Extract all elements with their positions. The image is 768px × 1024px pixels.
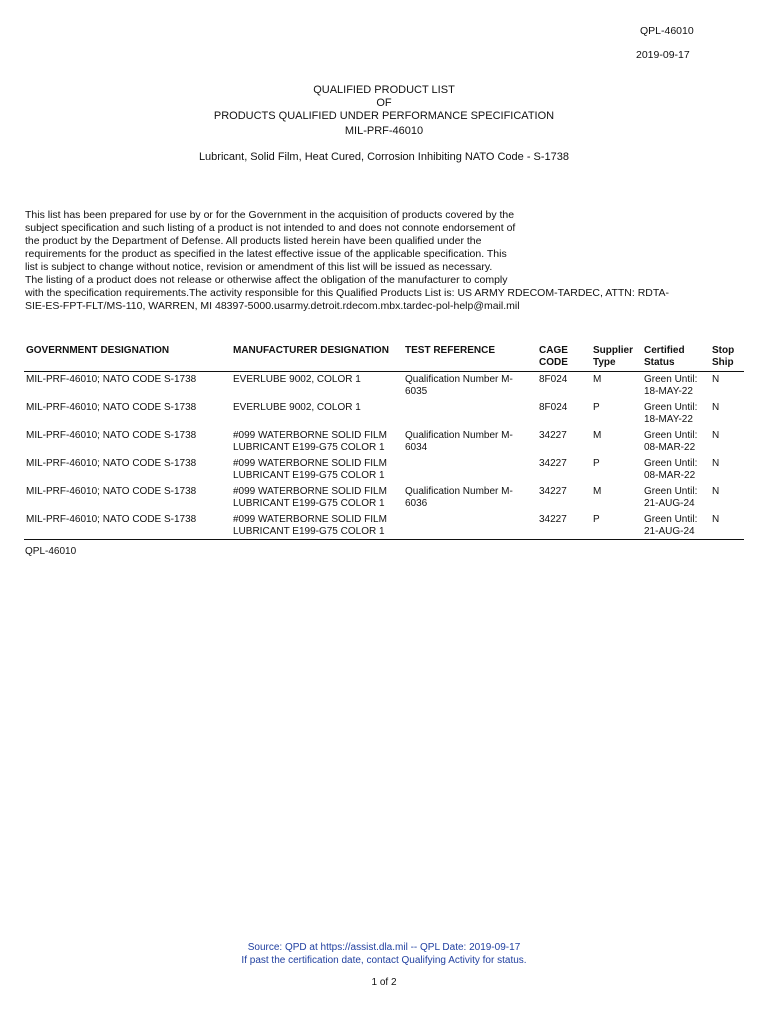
cell-government-designation: MIL-PRF-46010; NATO CODE S-1738: [26, 514, 197, 525]
cell-test-reference: [403, 456, 537, 484]
intro-line: SIE-ES-FPT-FLT/MS-110, WARREN, MI 48397-5000.usarmy.detroit.rdecom.mbx.tardec-pol-help@mail.mil: [25, 300, 520, 312]
cell-certified-status: Green Until: 21-AUG-24: [644, 486, 698, 509]
cell-cage-code: 34227: [539, 514, 567, 525]
col-header-stop-ship: Stop Ship: [712, 345, 735, 368]
source-line: Source: QPD at https://assist.dla.mil -- QPL Date: 2019-09-17: [247, 942, 521, 953]
cell-government-designation: MIL-PRF-46010; NATO CODE S-1738: [26, 402, 197, 413]
cell-manufacturer-designation: EVERLUBE 9002, COLOR 1: [233, 402, 361, 413]
cell-stop-ship: N: [712, 514, 720, 525]
cell-certified-status: Green Until: 08-MAR-22: [644, 430, 698, 453]
cell-test-reference: Qualification Number M- 6036: [405, 486, 513, 509]
cell-test-reference: [403, 400, 537, 428]
document-title: [0, 84, 768, 138]
status-note: If past the certification date, contact Qualifying Activity for status.: [241, 955, 527, 966]
intro-line: with the specification requirements.The activity responsible for this Qualified Products List is: US ARMY RDECOM-TARDEC, ATTN: RDTA-: [25, 287, 670, 299]
col-header-cage-code: CAGE CODE: [539, 345, 568, 368]
col-header-manufacturer-designation: MANUFACTURER DESIGNATION: [233, 345, 389, 356]
col-header-government-designation: GOVERNMENT DESIGNATION: [26, 345, 170, 356]
intro-line: The listing of a product does not release or otherwise affect the obligation of the manufacturer to comply: [25, 274, 508, 286]
cell-stop-ship: N: [712, 486, 720, 497]
table-row: [24, 456, 744, 484]
intro-line: list is subject to change without notice, revision or amendment of this list will be issued as necessary.: [25, 261, 493, 273]
cell-supplier-type: P: [593, 514, 600, 525]
cell-cage-code: 34227: [539, 458, 567, 469]
cell-government-designation: MIL-PRF-46010; NATO CODE S-1738: [26, 458, 197, 469]
document-date: 2019-09-17: [636, 49, 690, 61]
intro-line: the product by the Department of Defense. All products listed herein have been qualified under the: [25, 235, 482, 247]
table-row: [24, 484, 744, 512]
cell-certified-status: Green Until: 18-MAY-22: [644, 402, 698, 425]
cell-government-designation: MIL-PRF-46010; NATO CODE S-1738: [26, 486, 197, 497]
cell-manufacturer-designation: #099 WATERBORNE SOLID FILM LUBRICANT E199-G75 COLOR 1: [233, 458, 387, 481]
page-number: 1 of 2: [371, 977, 397, 988]
col-header-supplier-type: Supplier Type: [593, 345, 634, 368]
intro-line: This list has been prepared for use by or for the Government in the acquisition of products covered by the: [25, 209, 515, 221]
col-header-certified-status: Certified Status: [644, 345, 685, 368]
cell-supplier-type: P: [593, 402, 600, 413]
cell-government-designation: MIL-PRF-46010; NATO CODE S-1738: [26, 430, 197, 441]
cell-manufacturer-designation: #099 WATERBORNE SOLID FILM LUBRICANT E199-G75 COLOR 1: [233, 514, 387, 537]
cell-certified-status: Green Until: 08-MAR-22: [644, 458, 698, 481]
qualified-products-table: [24, 345, 744, 540]
cell-stop-ship: N: [712, 458, 720, 469]
cell-test-reference: Qualification Number M- 6035: [405, 374, 513, 397]
cell-supplier-type: M: [593, 430, 602, 441]
title-line-3: PRODUCTS QUALIFIED UNDER PERFORMANCE SPECIFICATION: [213, 110, 555, 122]
cell-cage-code: 34227: [539, 486, 567, 497]
spec-number: MIL-PRF-46010: [344, 125, 424, 137]
source-note: [0, 941, 768, 967]
cell-stop-ship: N: [712, 430, 720, 441]
cell-test-reference: [403, 512, 537, 540]
table-row: [24, 428, 744, 456]
intro-line: requirements for the product as specified in the latest effective issue of the applicable specification. This: [25, 248, 507, 260]
intro-paragraph: [25, 209, 745, 313]
table-header-row: [24, 345, 744, 372]
title-line-2: OF: [376, 97, 392, 109]
title-line-1: QUALIFIED PRODUCT LIST: [313, 84, 455, 96]
table-row: [24, 400, 744, 428]
cell-supplier-type: M: [593, 374, 602, 385]
cell-certified-status: Green Until: 18-MAY-22: [644, 374, 698, 397]
cell-stop-ship: N: [712, 374, 720, 385]
qpl-number-header: QPL-46010: [640, 25, 694, 37]
cell-supplier-type: P: [593, 458, 600, 469]
cell-government-designation: MIL-PRF-46010; NATO CODE S-1738: [26, 374, 197, 385]
cell-manufacturer-designation: EVERLUBE 9002, COLOR 1: [233, 374, 361, 385]
cell-stop-ship: N: [712, 402, 720, 413]
cell-cage-code: 34227: [539, 430, 567, 441]
qpl-number-footer: QPL-46010: [25, 546, 77, 557]
cell-test-reference: Qualification Number M- 6034: [405, 430, 513, 453]
cell-manufacturer-designation: #099 WATERBORNE SOLID FILM LUBRICANT E199-G75 COLOR 1: [233, 430, 387, 453]
col-header-test-reference: TEST REFERENCE: [405, 345, 496, 356]
table-row: [24, 512, 744, 540]
table-row: [24, 372, 744, 401]
cell-certified-status: Green Until: 21-AUG-24: [644, 514, 698, 537]
cell-cage-code: 8F024: [539, 374, 568, 385]
product-description: Lubricant, Solid Film, Heat Cured, Corrosion Inhibiting NATO Code - S-1738: [198, 151, 570, 163]
cell-cage-code: 8F024: [539, 402, 568, 413]
cell-manufacturer-designation: #099 WATERBORNE SOLID FILM LUBRICANT E199-G75 COLOR 1: [233, 486, 387, 509]
cell-supplier-type: M: [593, 486, 602, 497]
intro-line: subject specification and such listing of a product is not intended to and does not connote endorsement of: [25, 222, 516, 234]
